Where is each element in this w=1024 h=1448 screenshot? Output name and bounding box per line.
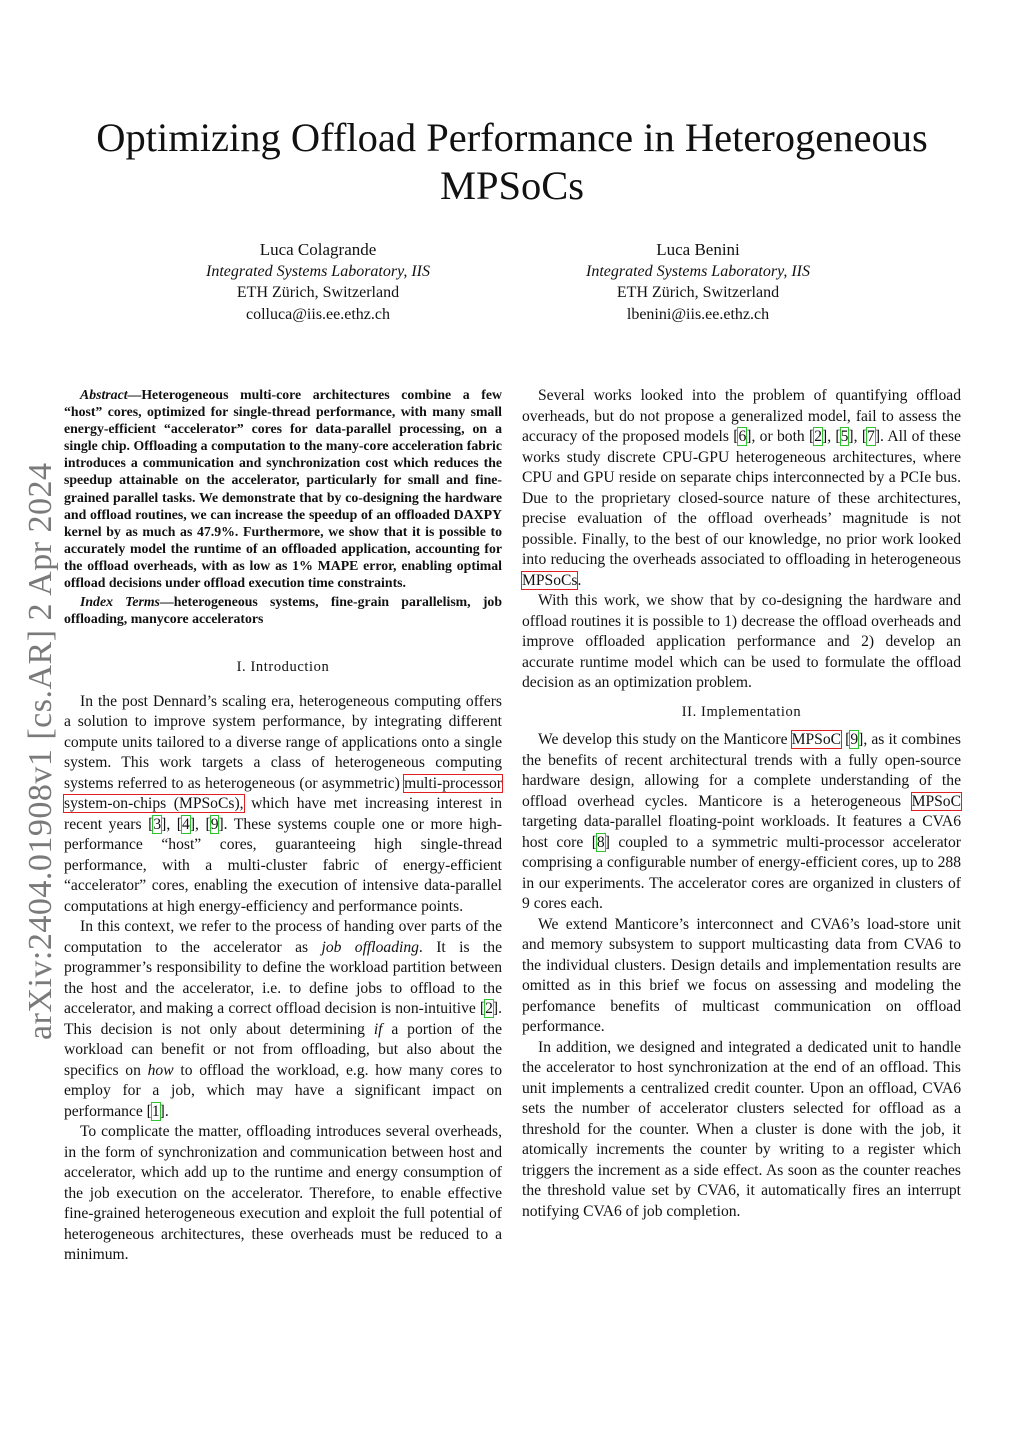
citation-link[interactable]: 9 <box>210 815 219 833</box>
acronym-link[interactable]: multi-processor system-on-chips (MPSoCs), <box>64 774 502 813</box>
citation-link[interactable]: 6 <box>738 428 747 445</box>
citation-link[interactable]: 5 <box>840 428 849 445</box>
citation-link[interactable]: 8 <box>596 833 605 851</box>
acronym-link[interactable]: MPSoC <box>791 731 842 748</box>
author-institution: ETH Zürich, Switzerland <box>236 284 400 301</box>
emphasis: if <box>373 1020 383 1038</box>
citation-link[interactable]: 9 <box>850 731 859 748</box>
abstract-label: Abstract <box>80 387 128 402</box>
emphasis: how <box>147 1061 174 1079</box>
acronym-link[interactable]: MPSoCs <box>522 571 578 589</box>
index-terms-label: Index Terms <box>80 594 160 610</box>
abstract-text: Heterogeneous multi-core architectures combine a few “host” cores, optimized for single-thread performance, with many small energy-efficient “accelerator” cores for data-parallel processing, on a single chip. Offloading a computation to the many-core acceleration fabric introduces a communication and synchronization cost which reduces the speedup attainable on the accelerator, particularly for small and fine-grained parallel tasks. We demonstrate that by co-designing the hardware and offload routines, we can increase the speedup of an offloaded DAXPY kernel by as much as 47.9%. Furthermore, we show that it is possible to accurately model the runtime of an offloaded application, accounting for the offload overheads, with as low as 1% MAPE error, enabling optimal offload decisions under offload execution time constraints. <box>64 387 502 591</box>
implementation-paragraph: We extend Manticore’s interconnect and CVA6’s load-store unit and memory subsystem to support multicasting data from CVA6 to the individual clusters. Design details and implementation results are omitted as in this brief we focus on assessing and modeling the perfomance benefits of multicast communication on offload performance. <box>522 915 961 1035</box>
author-affiliation: Integrated Systems Laboratory, IIS <box>586 262 810 280</box>
right-column <box>522 386 961 1222</box>
author-name: Luca Benini <box>656 240 740 259</box>
intro-paragraph: In this context, we refer to the process of handing over parts of the computation to the accelerator as job offloading. It is the programmer’s responsibility to define the workload partition between the host and the accelerator, i.e. to define jobs to offload to the accelerator, and making a correct offload decision is non-intuitive [2]. This decision is not only about determining if a portion of the workload can benefit or not from offloading, but also about the specifics on how to offload the workload, e.g. how many cores to employ for a job, which may have a significant impact on performance [1]. <box>64 918 502 1120</box>
author-name: Luca Colagrande <box>259 240 377 259</box>
citation-link[interactable]: 7 <box>867 428 875 445</box>
paper-title: Optimizing Offload Performance in Heterogeneous MPSoCs <box>96 115 928 208</box>
author-email: lbenini@iis.ee.ethz.ch <box>626 305 770 323</box>
citation-link[interactable]: 4 <box>182 815 190 833</box>
intro-paragraph: Several works looked into the problem of quantifying offload overheads, but do not propose a generalized model, fail to assess the accuracy of the proposed models [6], or both [2], [5], [7]. All of these works study discrete CPU-GPU heterogeneous architectures, where CPU and GPU reside on separate chips interconnected by a PCIe bus. Due to the proprietary closed-source nature of these architectures, precise evaluation of the offload overheads’ magnitude is not possible. Finally, to the best of our knowledge, no prior work looked into reducing the overheads associated to offloading in heterogeneous MPSoCs. <box>522 387 961 589</box>
author-block-1 <box>128 239 508 325</box>
section-heading-introduction: I. Introduction <box>236 659 330 676</box>
index-terms-text: heterogeneous systems, fine-grain parallelism, job offloading, manycore accelerators <box>64 594 502 627</box>
acronym-link[interactable]: MPSoC <box>911 792 961 810</box>
arxiv-identifier: arXiv:2404.01908v1 [cs.AR] 2 Apr 2024 <box>22 462 59 1040</box>
left-column <box>64 386 502 1266</box>
intro-paragraph: To complicate the matter, offloading introduces several overheads, in the form of synchronization and communication between host and accelerator, which add up to the runtime and energy consumption of the job execution on the accelerator. Therefore, to enable effective fine-grained heterogeneous execution and exploit the full potential of heterogeneous architectures, these overheads must be reduced to a minimum. <box>64 1123 502 1264</box>
citation-link[interactable]: 1 <box>151 1102 160 1120</box>
author-institution: ETH Zürich, Switzerland <box>616 284 780 301</box>
citation-link[interactable]: 3 <box>153 815 162 833</box>
emphasis: job offloading <box>321 938 419 956</box>
citation-link[interactable]: 2 <box>485 1000 493 1018</box>
index-terms: Index Terms—heterogeneous systems, fine-grain parallelism, job offloading, manycore accelerators <box>64 594 502 627</box>
implementation-paragraph: We develop this study on the Manticore MPSoC [9], as it combines the benefits of recent architectural trends with a fully open-source hardware design, allowing for a complete understanding of the offload overhead cycles. Manticore is a heterogeneous MPSoC targeting data-parallel floating-point workloads. It features a CVA6 host core [8] coupled to a symmetric multi-processor accelerator comprising a configurable number of energy-efficient cores, up to 288 in our experiments. The accelerator cores are organized in clusters of 9 cores each. <box>522 731 961 912</box>
intro-paragraph: With this work, we show that by co-designing the hardware and offload routines it is possible to 1) decrease the offload overheads and improve offloaded application performance and 2) develop an accurate runtime model which can be used to formulate the offload decision as an optimization problem. <box>522 592 961 691</box>
abstract: Abstract—Heterogeneous multi-core architectures combine a few “host” cores, optimized for single-thread performance, with many small energy-efficient “accelerator” cores for data-parallel processing, on a single chip. Offloading a computation to the many-core acceleration fabric introduces a communication and synchronization cost which reduces the speedup attainable on the accelerator, particularly for small and fine-grained parallel tasks. We demonstrate that by co-designing the hardware and offload routines, we can increase the speedup of an offloaded DAXPY kernel by as much as 47.9%. Furthermore, we show that it is possible to accurately model the runtime of an offloaded application, accounting for the offload overheads, with as low as 1% MAPE error, enabling optimal offload decisions under offload execution time constraints. <box>64 387 502 591</box>
citation-link[interactable]: 2 <box>814 428 823 445</box>
author-affiliation: Integrated Systems Laboratory, IIS <box>206 262 430 280</box>
intro-paragraph: In the post Dennard’s scaling era, heterogeneous computing offers a solution to improve system performance, by integrating different compute units tailored to a diverse range of applications onto a single system. This work targets a class of heterogeneous computing systems referred to as heterogeneous (or asymmetric) multi-processor system-on-chips (MPSoCs), which have met increasing interest in recent years [3], [4], [9]. These systems couple one or more high-performance “host” cores, guaranteeing high single-thread performance, with a multi-cluster fabric of energy-efficient “accelerator” cores, enabling the execution of intensive data-parallel computations at high energy-efficiency and performance points. <box>64 692 503 915</box>
author-email: colluca@iis.ee.ethz.ch <box>246 305 390 323</box>
section-heading-implementation: II. Implementation <box>681 703 802 720</box>
implementation-paragraph: In addition, we designed and integrated a dedicated unit to handle the accelerator to host synchronization at the end of an offload. This unit implements a centralized credit counter. Upon an offload, CVA6 sets the number of accelerator clusters selected for offload as a threshold for the counter. When a cluster is done with the job, it atomically increments the counter by writing to a register which triggers the increment as a side effect. As soon as the counter reaches the threshold value set by CVA6, it automatically fires an interrupt notifying CVA6 of job completion. <box>522 1038 961 1220</box>
author-block-2 <box>508 239 888 325</box>
